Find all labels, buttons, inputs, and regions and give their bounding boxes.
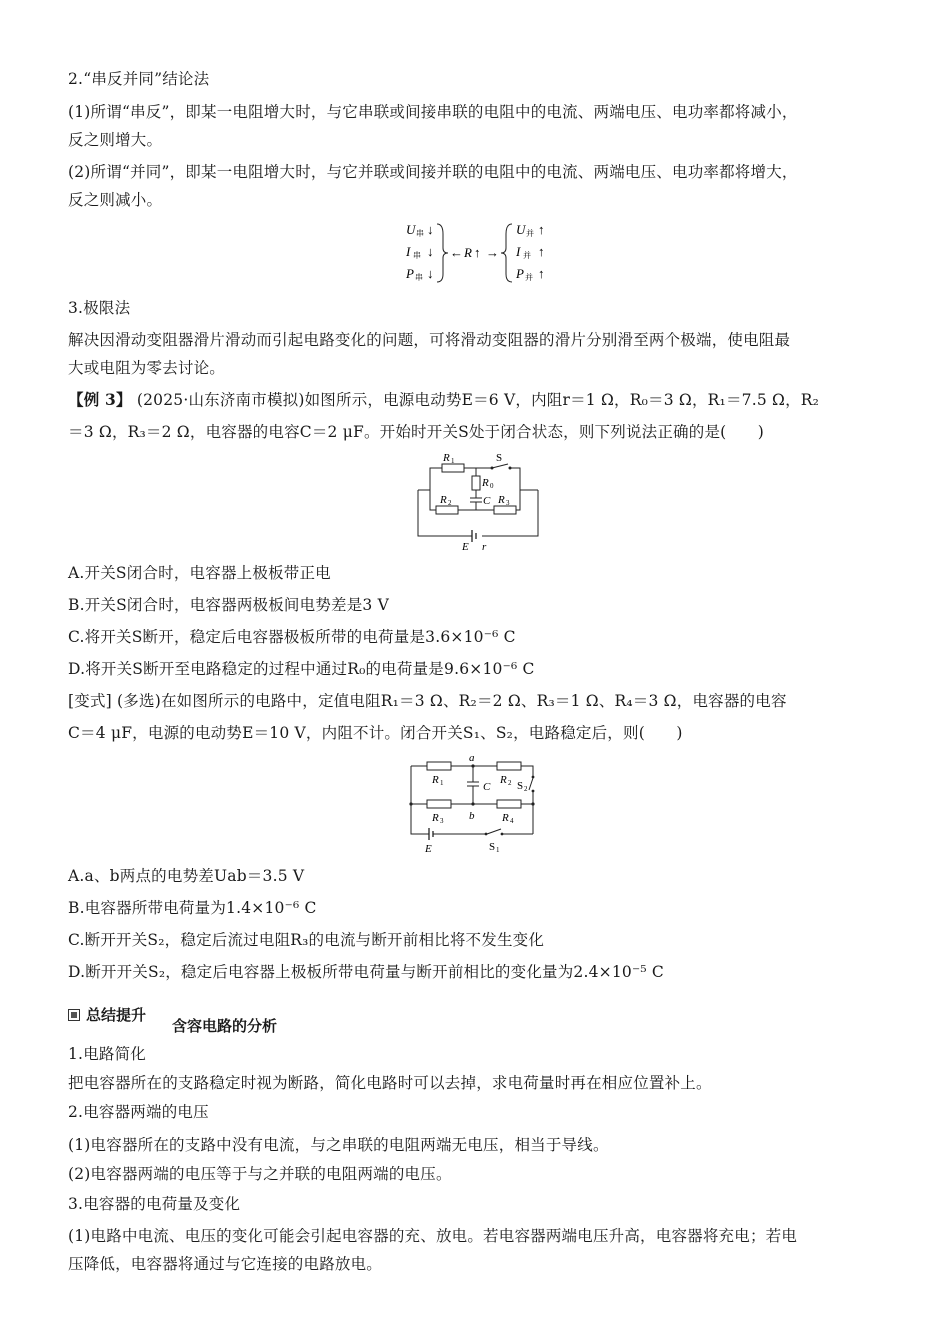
- summary-para4-line1: (1)电路中电流、电压的变化可能会引起电容器的充、放电。若电容器两端电压升高，电容器将充电；若电: [68, 1227, 798, 1245]
- r0-resistor: [472, 476, 480, 490]
- switch-contact-left: [491, 467, 494, 470]
- c-label: C: [483, 495, 491, 507]
- example3-stem-line2: ＝3 Ω，R₃＝2 Ω，电容器的电容C＝2 μF。开始时开关S处于闭合状态，则下列说法正确的是( ): [68, 423, 765, 441]
- section2-para1-line2: 反之则增大。: [68, 131, 163, 149]
- summary-para2: (1)电容器所在的支路中没有电流，与之串联的电阻两端无电压，相当于导线。: [68, 1136, 609, 1154]
- summary-heading3: 3.电容器的电荷量及变化: [68, 1195, 241, 1213]
- r3-label: R: [498, 494, 505, 506]
- r2-sub: 2: [508, 779, 512, 787]
- summary-para1: 把电容器所在的支路稳定时视为断路，简化电路时可以去掉，求电荷量时再在相应位置补上。: [68, 1074, 712, 1092]
- variant-stem-line2: C＝4 μF，电源的电动势E＝10 V，内阻不计。闭合开关S₁、S₂，电路稳定后，则( ): [68, 724, 683, 742]
- right-arrow: →: [486, 245, 499, 260]
- section3-heading: 3.极限法: [68, 299, 131, 317]
- r3-label: R: [432, 812, 439, 824]
- summary-heading2: 2.电容器两端的电压: [68, 1103, 209, 1121]
- r2-label: R: [500, 774, 507, 786]
- capacitor-c: [470, 498, 482, 502]
- summary-tag-label: 总结提升: [86, 1006, 147, 1024]
- r3-resistor: [427, 800, 451, 808]
- u-bing-label: U: [516, 222, 526, 237]
- r-label: r: [482, 541, 487, 553]
- a-label: a: [469, 752, 475, 764]
- summary-heading1: 1.电路简化: [68, 1045, 146, 1063]
- u-bing-arrow: ↑: [538, 222, 545, 237]
- summary-para3: (2)电容器两端的电压等于与之并联的电阻两端的电压。: [68, 1165, 452, 1183]
- e-label: E: [462, 541, 469, 553]
- s1-label: S: [489, 841, 496, 853]
- variant-tag: [变式]: [68, 692, 112, 710]
- r4-sub: 4: [510, 817, 514, 825]
- r2-label: R: [440, 494, 447, 506]
- variant-option-b: B.电容器所带电荷量为1.4×10⁻⁶ C: [68, 899, 317, 917]
- example3-option-a: A.开关S闭合时，电容器上极板带正电: [68, 564, 331, 582]
- e-label: E: [425, 843, 432, 855]
- r-label: R: [464, 245, 472, 260]
- right-brace: [501, 224, 512, 282]
- summary-para4-line2: 压降低，电容器将通过与它连接的电路放电。: [68, 1255, 383, 1273]
- i-chuan-arrow: ↓: [427, 244, 434, 259]
- switch-contact-right: [509, 467, 512, 470]
- switch-s2-blade: [529, 778, 533, 790]
- p-chuan-sub: 串: [415, 273, 423, 282]
- example3-line1: [68, 389, 883, 411]
- section3-para-line1: 解决因滑动变阻器滑片滑动而引起电路变化的问题，可将滑动变阻器的滑片分别滑至两个极端，使电阻最: [68, 331, 791, 349]
- p-bing-arrow: ↑: [538, 266, 545, 281]
- summary-square-icon: [68, 1009, 80, 1021]
- s2-contact-top: [532, 776, 535, 779]
- r1-resistor: [427, 762, 451, 770]
- chuan-fan-bing-tong-diagram: [400, 220, 560, 288]
- node-right: [531, 802, 534, 805]
- capacitor-c: [467, 782, 479, 786]
- p-bing-label: P: [516, 266, 524, 281]
- r0-sub: 0: [490, 482, 494, 490]
- example3-circuit: [410, 450, 545, 552]
- example3-option-b: B.开关S闭合时，电容器两极板间电势差是3 V: [68, 596, 390, 614]
- battery-e: [429, 828, 433, 840]
- s-label: S: [496, 452, 503, 464]
- r2-sub: 2: [448, 499, 452, 507]
- summary-title: 含容电路的分析: [172, 1017, 278, 1035]
- variant-circuit: [405, 752, 545, 854]
- node-a: [471, 764, 474, 767]
- section2-heading: 2.“串反并同”结论法: [68, 70, 210, 88]
- node-b: [471, 802, 474, 805]
- i-bing-arrow: ↑: [538, 244, 545, 259]
- r0-label: R: [482, 477, 489, 489]
- i-bing-sub: 并: [523, 251, 531, 260]
- s1-sub: 1: [496, 846, 500, 854]
- u-chuan-label: U: [406, 222, 416, 237]
- mid-branch-left: [430, 490, 436, 510]
- u-bing-sub: 并: [526, 229, 534, 238]
- top-right-wire: [521, 766, 533, 776]
- switch-s1-blade: [487, 829, 501, 834]
- variant-option-d: D.断开开关S₂，稳定后电容器上极板所带电荷量与断开前相比的变化量为2.4×10⁻⁵ C: [68, 963, 664, 981]
- example3-option-c: C.将开关S断开，稳定后电容器极板所带的电荷量是3.6×10⁻⁶ C: [68, 628, 516, 646]
- left-outer-wire: [411, 766, 429, 834]
- p-chuan-arrow: ↓: [427, 266, 434, 281]
- s1-contact-right: [501, 833, 504, 836]
- r4-resistor: [497, 800, 521, 808]
- r1-label: R: [443, 452, 450, 464]
- s2-sub: 2: [524, 785, 528, 793]
- s1-contact-left: [485, 833, 488, 836]
- mid-branch-right: [516, 490, 520, 510]
- section2-para2-line2: 反之则减小。: [68, 191, 163, 209]
- r3-sub: 3: [506, 499, 510, 507]
- left-arrow: ←: [450, 245, 463, 260]
- example3-option-d: D.将开关S断开至电路稳定的过程中通过R₀的电荷量是9.6×10⁻⁶ C: [68, 660, 535, 678]
- s2-contact-bottom: [532, 790, 535, 793]
- variant-option-a: A.a、b两点的电势差Uab＝3.5 V: [68, 867, 305, 885]
- node-left: [409, 802, 412, 805]
- variant-option-c: C.断开开关S₂，稳定后流过电阻R₃的电流与断开前相比将不发生变化: [68, 931, 545, 949]
- u-chuan-arrow: ↓: [427, 222, 434, 237]
- switch-s-blade: [492, 464, 508, 468]
- r3-resistor: [494, 506, 516, 514]
- r1-label: R: [432, 774, 439, 786]
- variant-stem-line1: (多选)在如图所示的电路中，定值电阻R₁＝3 Ω、R₂＝2 Ω、R₃＝1 Ω、R₄＝3 Ω，电容器的电容: [117, 692, 787, 710]
- i-chuan-label: I: [406, 244, 411, 259]
- i-bing-label: I: [516, 244, 521, 259]
- left-brace: [437, 224, 448, 282]
- summary-tag: [68, 1004, 146, 1025]
- variant-line1: [68, 690, 883, 712]
- battery-e: [472, 530, 476, 542]
- outer-right-wire: [482, 490, 538, 536]
- s2-label: S: [517, 780, 524, 792]
- c-label: C: [483, 781, 491, 793]
- r2-resistor: [436, 506, 458, 514]
- p-bing-sub: 并: [525, 273, 533, 282]
- i-chuan-sub: 串: [413, 251, 421, 260]
- p-chuan-label: P: [406, 266, 414, 281]
- top-branch-left: [430, 468, 442, 490]
- r1-sub: 1: [440, 779, 444, 787]
- r-arrow: ↑: [474, 245, 481, 260]
- r3-sub: 3: [440, 817, 444, 825]
- r1-sub: 1: [451, 457, 455, 465]
- r1-resistor: [442, 464, 464, 472]
- example3-stem-line1: (2025·山东济南市模拟)如图所示，电源电动势E＝6 V，内阻r＝1 Ω，R₀＝3 Ω，R₁＝7.5 Ω，R₂: [136, 391, 820, 409]
- b-label: b: [469, 810, 475, 822]
- section3-para-line2: 大或电阻为零去讨论。: [68, 359, 226, 377]
- r4-label: R: [502, 812, 509, 824]
- u-chuan-sub: 串: [416, 229, 424, 238]
- example3-tag: 【例 3】: [68, 390, 132, 409]
- r2-resistor: [497, 762, 521, 770]
- section2-para2-line1: (2)所谓“并同”，即某一电阻增大时，与它并联或间接并联的电阻中的电流、两端电压、电功率都将增大，: [68, 163, 798, 181]
- section2-para1-line1: (1)所谓“串反”，即某一电阻增大时，与它串联或间接串联的电阻中的电流、两端电压、电功率都将减小，: [68, 103, 798, 121]
- top-branch-right: [510, 468, 520, 490]
